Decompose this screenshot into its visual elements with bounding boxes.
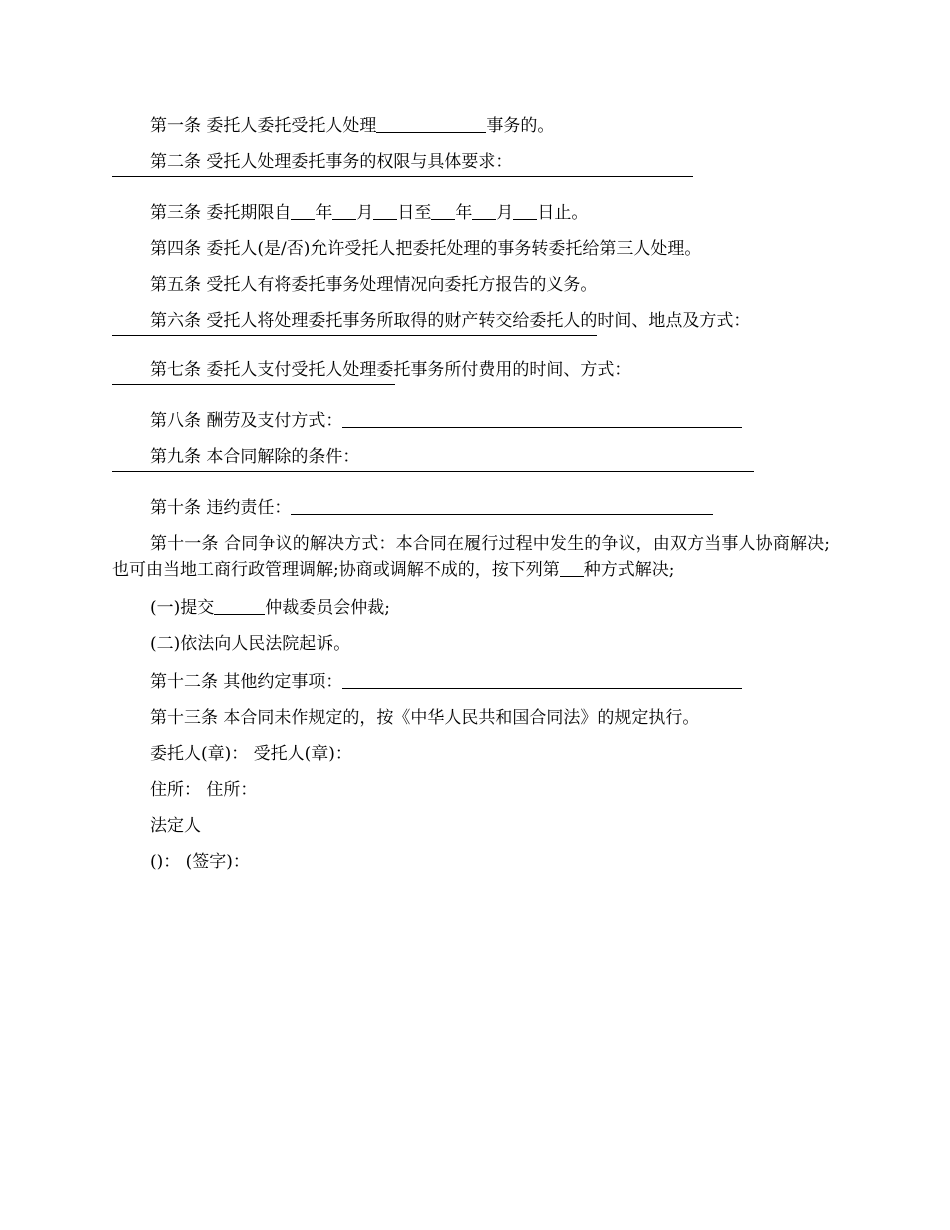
signature-address <box>112 778 830 802</box>
article-6-text: 第六条 受托人将处理委托事务所取得的财产转交给委托人的时间、地点及方式： <box>150 311 751 331</box>
article-2-fill-line <box>112 176 693 177</box>
article-2 <box>112 150 830 174</box>
option-1-text: (一)提交 <box>150 598 215 618</box>
article-2-text: 第二条 受托人处理委托事务的权限与具体要求： <box>150 152 513 172</box>
article-7-fill-line <box>112 384 395 385</box>
article-7 <box>112 358 830 382</box>
article-5-text: 第五条 受托人有将委托事务处理情况向委托方报告的义务。 <box>150 275 598 295</box>
year-label: 年 <box>315 203 333 223</box>
article-6-fill-line <box>112 335 597 336</box>
article-13 <box>112 706 830 730</box>
article-1-tail: 事务的。 <box>486 116 555 136</box>
option-1-tail: 仲裁委员会仲裁; <box>265 598 390 618</box>
article-11-tail: 种方式解决; <box>583 560 675 580</box>
blank-field <box>332 201 356 220</box>
blank-field <box>513 201 537 220</box>
article-4 <box>112 237 830 261</box>
year-label: 年 <box>455 203 473 223</box>
article-3-text: 第三条 委托期限自 <box>150 203 292 223</box>
option-2 <box>112 632 830 656</box>
article-6 <box>112 309 830 333</box>
option-1 <box>112 594 830 620</box>
contract-body <box>112 112 830 886</box>
article-3 <box>112 199 830 225</box>
signature-sign <box>112 850 830 874</box>
article-9-fill-line <box>112 471 754 472</box>
article-8 <box>112 407 830 433</box>
article-1 <box>112 112 830 138</box>
month-label: 月 <box>356 203 374 223</box>
day-to-label: 日至 <box>397 203 432 223</box>
signature-parties <box>112 742 830 766</box>
blank-field <box>214 596 265 615</box>
article-10 <box>112 494 830 520</box>
article-5 <box>112 273 830 297</box>
signature-legal-rep <box>112 814 830 838</box>
article-9-text: 第九条 本合同解除的条件： <box>150 447 360 467</box>
article-10-text: 第十条 违约责任： <box>150 498 292 518</box>
blank-field <box>342 670 742 689</box>
option-2-text: (二)依法向人民法院起诉。 <box>150 634 351 654</box>
article-1-text: 第一条 委托人委托受托人处理 <box>150 116 377 136</box>
article-4-text: 第四条 委托人(是/否)允许受托人把委托处理的事务转委托给第三人处理。 <box>150 239 702 259</box>
article-12 <box>112 668 830 694</box>
blank-field <box>291 201 315 220</box>
blank-field <box>291 496 713 515</box>
article-13-text: 第十三条 本合同未作规定的，按《中华人民共和国合同法》的规定执行。 <box>150 708 700 728</box>
blank-field <box>431 201 455 220</box>
blank-field <box>472 201 496 220</box>
article-11 <box>112 532 830 582</box>
signature-address-text: 住所： 住所： <box>150 780 258 800</box>
article-8-text: 第八条 酬劳及支付方式： <box>150 411 343 431</box>
article-12-text: 第十二条 其他约定事项： <box>150 672 343 692</box>
article-11-text: 第十一条 合同争议的解决方式：本合同在履行过程中发生的争议，由双方当事人协商解决;也可由当地工商行政管理调解;协商或调解不成的，按下列第 <box>112 534 830 580</box>
blank-field <box>560 558 584 577</box>
article-9 <box>112 445 830 469</box>
month-label: 月 <box>496 203 514 223</box>
signature-parties-text: 委托人(章)： 受托人(章)： <box>150 744 352 764</box>
blank-field <box>342 409 742 428</box>
blank-field <box>376 114 486 133</box>
day-end-label: 日止。 <box>537 203 589 223</box>
signature-sign-text: ()： (签字)： <box>150 852 250 872</box>
signature-legal-rep-text: 法定人 <box>150 816 201 836</box>
blank-field <box>373 201 397 220</box>
article-7-text: 第七条 委托人支付受托人处理委托事务所付费用的时间、方式： <box>150 360 632 380</box>
